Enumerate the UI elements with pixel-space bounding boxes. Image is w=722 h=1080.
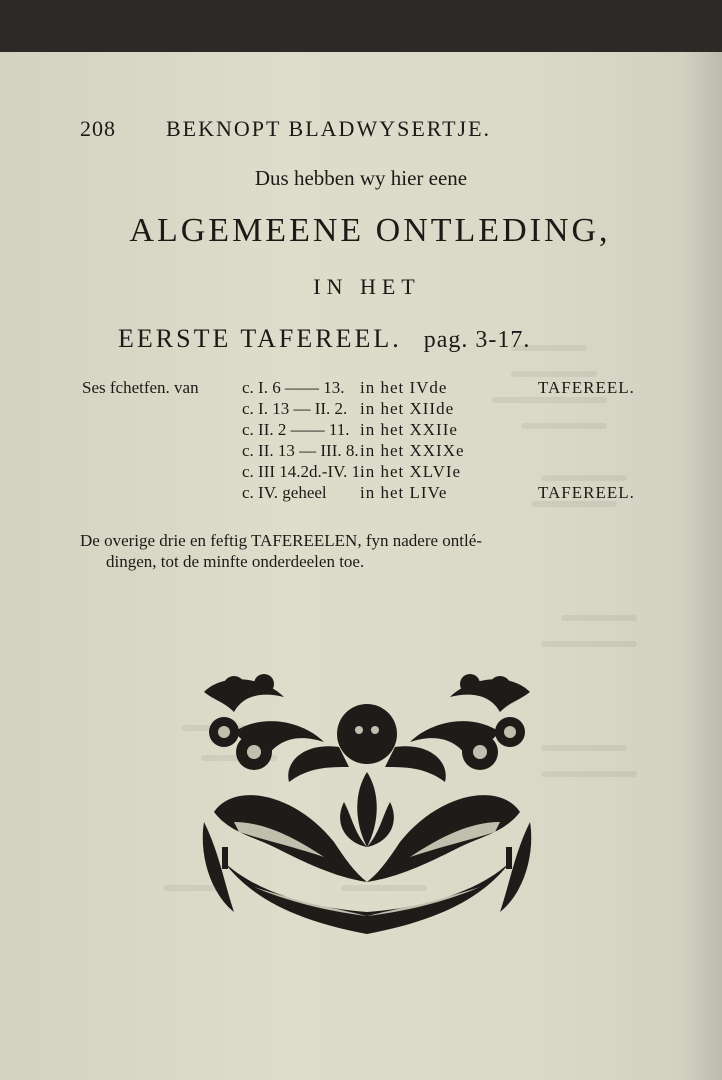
row-location: in het XLVIe xyxy=(360,462,462,481)
row-location: in het XXIIe xyxy=(360,420,458,439)
intro-line: Dus hebben wy hier eene xyxy=(254,166,468,190)
row-location: in het IVde xyxy=(360,378,448,397)
note-line-1: De overige drie en feftig TAFEREELEN, fyn nadere ontlé- xyxy=(80,531,482,550)
page-edge-shadow xyxy=(682,52,722,1080)
subtitle: EERSTE TAFEREEL. xyxy=(118,324,402,353)
page-number: 208 xyxy=(80,116,116,141)
woodcut-cherub-cornucopia-icon xyxy=(194,672,540,940)
row-tail: TAFEREEL. xyxy=(538,378,635,397)
running-head: BEKNOPT BLADWYSERTJE. xyxy=(166,116,492,141)
table-lead: Ses fchetfen. van xyxy=(82,378,199,397)
row-location: in het XXIXe xyxy=(360,441,465,460)
note-line-2: dingen, tot de minfte onderdeelen toe. xyxy=(106,552,365,571)
row-range: c. I. 13 — II. 2. xyxy=(242,399,348,418)
row-location: in het XIIde xyxy=(360,399,455,418)
sketch-table xyxy=(82,378,672,508)
row-location: in het LIVe xyxy=(360,483,448,502)
subtitle-line xyxy=(118,324,530,354)
connector-line: IN HET xyxy=(313,274,421,299)
main-title: ALGEMEENE ONTLEDING, xyxy=(129,212,611,249)
row-range: c. I. 6 —— 13. xyxy=(242,378,345,397)
row-range: c. II. 13 — III. 8. xyxy=(242,441,359,460)
row-range: c. IV. geheel xyxy=(242,483,327,502)
row-range: c. III 14.2d.-IV. 1. xyxy=(242,462,365,481)
row-range: c. II. 2 —— 11. xyxy=(242,420,350,439)
row-tail: TAFEREEL. xyxy=(538,483,635,502)
closing-note xyxy=(80,530,680,572)
book-page xyxy=(0,52,722,1080)
page-reference: pag. 3-17. xyxy=(423,327,531,353)
